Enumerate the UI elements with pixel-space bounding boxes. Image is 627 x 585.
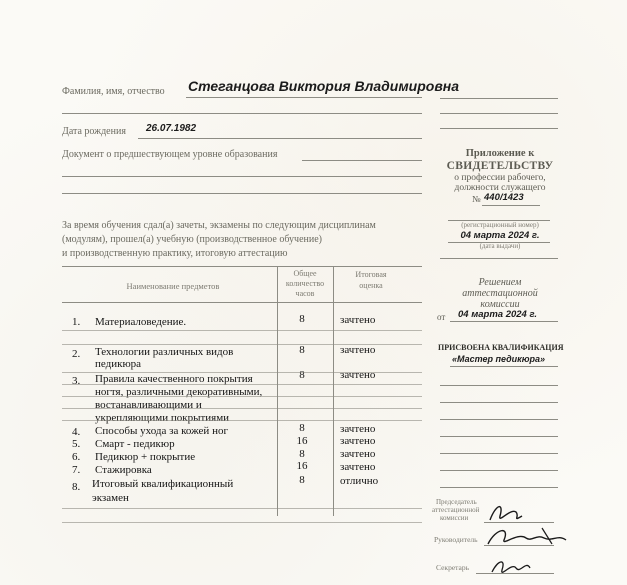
fio-label: Фамилия, имя, отчество (62, 86, 165, 97)
row-rule-8 (62, 508, 422, 509)
row-1-subject: Материаловедение. (95, 316, 187, 328)
row-7-grade: зачтено (340, 461, 376, 473)
header-hours-1: Общее (293, 269, 317, 278)
row-6-grade: зачтено (340, 448, 376, 460)
right-rule-1 (440, 98, 558, 99)
row-rule-3 (62, 372, 422, 373)
row-3-grade: зачтено (340, 369, 376, 381)
chair-label-3: комиссии (440, 514, 469, 522)
right-rule-3 (440, 128, 558, 129)
row-5-subject: Смарт - педикюр (95, 438, 175, 450)
right-rule-10 (440, 470, 558, 471)
row-4-grade: зачтено (340, 423, 376, 435)
issue-date: 04 марта 2024 г. (460, 230, 540, 241)
intro-line-1: За время обучения сдал(а) зачеты, экзамены по следующим дисциплинам (62, 220, 376, 231)
right-rule-11 (440, 487, 558, 488)
decision-underline (450, 321, 558, 322)
header-hours-2: количество (285, 279, 325, 288)
intro-line-2: (модулям), прошел(а) учебную (производственное обучение) (62, 234, 322, 245)
fio-underline-2 (62, 113, 422, 114)
qualification-value: «Мастер педикюра» (452, 354, 546, 364)
appendix-num-prefix: № (472, 194, 481, 204)
fio-value: Стеганцова Виктория Владимировна (188, 78, 460, 94)
decision-line-1: Решением (478, 277, 522, 288)
row-3-num: 3. (72, 375, 81, 387)
row-rule-6 (62, 408, 422, 409)
prev-doc-underline-3 (62, 193, 422, 194)
secretary-label: Секретарь (436, 563, 470, 572)
chair-label-2: аттестационной (432, 506, 480, 514)
dob-label: Дата рождения (62, 126, 126, 137)
row-7-subject: Стажировка (95, 464, 152, 476)
row-2-num: 2. (72, 348, 81, 360)
row-1-hours: 8 (299, 313, 305, 325)
appendix-line-2: СВИДЕТЕЛЬСТВУ (446, 160, 554, 172)
decision-line-2: аттестационной (462, 288, 538, 299)
dob-underline (138, 138, 422, 139)
row-rule-4 (62, 384, 422, 385)
row-4-hours: 8 (299, 422, 305, 434)
row-4-subject: Способы ухода за кожей ног (95, 425, 228, 437)
table-header-rule (62, 302, 422, 303)
prev-doc-underline-2 (62, 176, 422, 177)
row-8-num: 8. (72, 481, 81, 493)
row-rule-7 (62, 420, 422, 421)
right-rule-7 (440, 419, 558, 420)
row-8-hours: 8 (299, 474, 305, 486)
right-rule-4 (440, 258, 558, 259)
right-rule-5 (440, 385, 558, 386)
qualification-label: ПРИСВОЕНА КВАЛИФИКАЦИЯ (438, 343, 564, 352)
header-subject: Наименование предметов (126, 281, 220, 291)
row-7-hours: 16 (296, 460, 308, 472)
row-rule-2 (62, 344, 422, 345)
row-3-subject-2: ногтя, различными декоративными, (95, 386, 263, 398)
right-rule-9 (440, 453, 558, 454)
appendix-line-1: Приложение к (465, 148, 535, 159)
row-8-subject-2: экзамен (92, 492, 129, 504)
row-6-hours: 8 (299, 448, 305, 460)
row-rule-1 (62, 330, 422, 331)
row-7-num: 7. (72, 464, 81, 476)
right-rule-2 (440, 113, 558, 114)
decision-date: 04 марта 2024 г. (458, 309, 538, 320)
appendix-num-underline (482, 205, 540, 206)
row-4-num: 4. (72, 426, 81, 438)
fio-underline (186, 97, 422, 98)
intro-line-3: и производственную практику, итоговую аттестацию (62, 248, 288, 259)
row-3-subject-3: востанавливающими и (95, 399, 202, 411)
appendix-line-3: о профессии рабочего, (454, 173, 546, 183)
row-2-subject-2: педикюра (95, 358, 142, 370)
reg-label: (регистрационный номер) (461, 221, 539, 229)
chair-label-1: Председатель (436, 498, 477, 506)
qualification-underline (450, 366, 558, 367)
row-3-subject-1: Правила качественного покрытия (95, 373, 253, 385)
row-3-hours: 8 (299, 369, 305, 381)
secretary-signature (492, 562, 530, 572)
dob-value: 26.07.1982 (146, 123, 197, 134)
head-signature (488, 531, 566, 544)
decision-line-3: комиссии (480, 299, 520, 310)
signatures-scribble (482, 494, 572, 582)
table-divider-2 (333, 266, 334, 516)
table-divider-1 (277, 266, 278, 516)
header-hours-3: часов (295, 289, 315, 298)
table-top-rule (62, 266, 422, 267)
row-8-subject-1: Итоговый квалификационный (92, 478, 234, 490)
head-label: Руководитель (434, 535, 478, 544)
right-rule-8 (440, 436, 558, 437)
row-6-subject: Педикюр + покрытие (95, 451, 196, 463)
row-2-grade: зачтено (340, 344, 376, 356)
appendix-line-4: должности служащего (454, 183, 546, 193)
row-5-grade: зачтено (340, 435, 376, 447)
issue-label: (дата выдачи) (479, 242, 521, 250)
prev-doc-underline (302, 160, 422, 161)
appendix-num-value: 440/1423 (484, 192, 524, 203)
row-3-subject-4: укрепляющими покрытиями (95, 412, 230, 424)
chair-signature (490, 507, 522, 520)
header-grade-1: Итоговая (355, 270, 387, 279)
prev-doc-label: Документ о предшествующем уровне образования (62, 149, 278, 160)
row-1-num: 1. (72, 316, 81, 328)
row-rule-9 (62, 522, 422, 523)
right-rule-6 (440, 402, 558, 403)
header-grade-2: оценка (359, 281, 383, 290)
row-1-grade: зачтено (340, 314, 376, 326)
row-6-num: 6. (72, 451, 81, 463)
row-5-num: 5. (72, 438, 81, 450)
decision-from-label: от (437, 312, 446, 322)
row-2-subject-1: Технологии различных видов (95, 346, 234, 358)
row-2-hours: 8 (299, 344, 305, 356)
row-rule-5 (62, 396, 422, 397)
row-5-hours: 16 (296, 435, 308, 447)
row-8-grade: отлично (340, 475, 379, 487)
